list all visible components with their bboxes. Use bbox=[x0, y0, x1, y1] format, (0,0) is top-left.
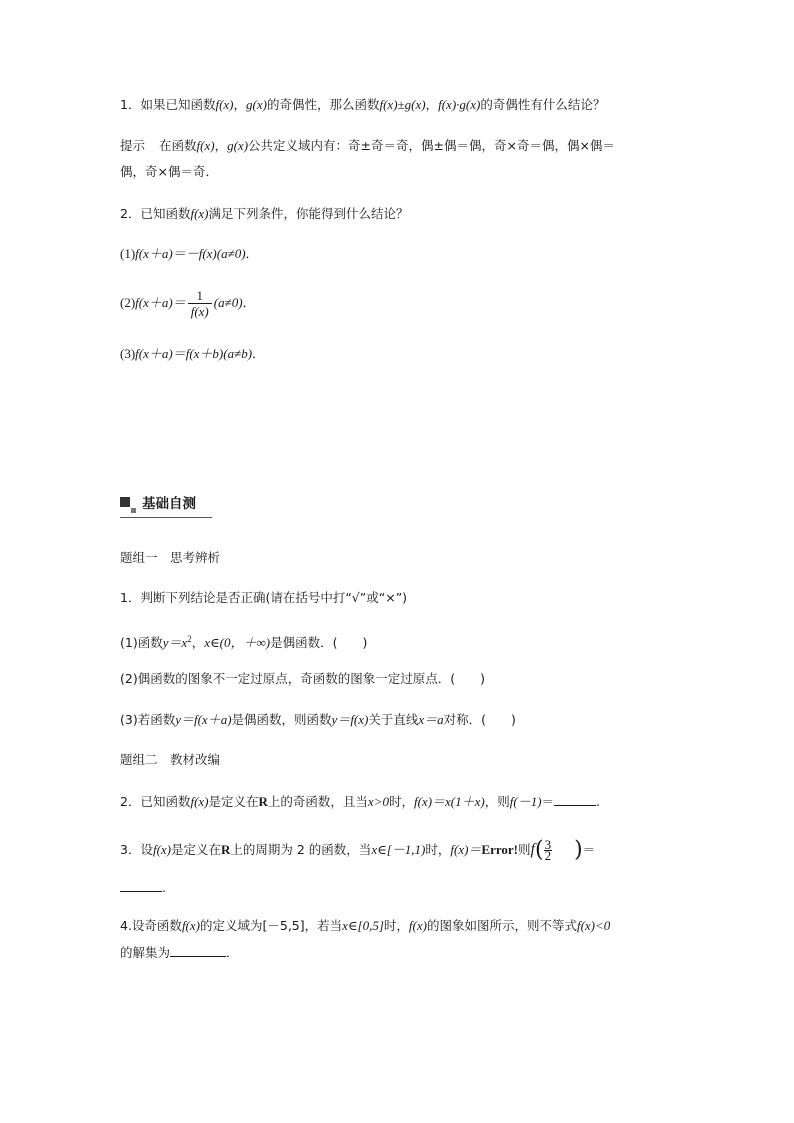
math-sum: f(x)±g(x) bbox=[379, 97, 426, 112]
answer-blank[interactable] bbox=[170, 943, 226, 957]
section-square-icon bbox=[120, 497, 134, 511]
hint-line-2: 偶，奇×偶＝奇． bbox=[120, 164, 218, 179]
section-title: 基础自测 bbox=[142, 496, 196, 512]
judge-item-2: (2)偶函数的图象不一定过原点，奇函数的图象一定过原点．( ) bbox=[120, 671, 485, 686]
problem-4: 4.设奇函数f(x)的定义域为[－5,5]，若当x∈[0,5]时，f(x)的图象如图所示，则不等式f(x)<0 bbox=[120, 918, 611, 933]
problem-2: 2．已知函数f(x)是定义在R上的奇函数，且当x>0时，f(x)＝x(1＋x)，则f(－1)＝ . bbox=[120, 794, 601, 809]
math-gx: g(x) bbox=[246, 97, 267, 112]
condition-2: (2)f(x＋a)＝ $\frac{1}{f(x)}$ (a≠0)． bbox=[120, 288, 256, 319]
error-text: Error! bbox=[481, 842, 518, 857]
answer-blank[interactable] bbox=[120, 878, 162, 892]
question-number: 2． bbox=[120, 206, 141, 221]
condition-1: (1)f(x＋a)＝－f(x)(a≠0)． bbox=[120, 246, 259, 261]
answer-blank[interactable] bbox=[554, 792, 596, 806]
judge-intro: 1．判断下列结论是否正确(请在括号中打“√”或“×”) bbox=[120, 590, 408, 605]
section-header bbox=[120, 494, 212, 518]
math-fx: f(x) bbox=[215, 97, 234, 112]
hint-label: 提示 bbox=[120, 138, 146, 153]
left-paren: ( bbox=[534, 837, 544, 863]
problem-3-answer: . bbox=[120, 878, 166, 897]
problem-4-answer: 的解集为 ． bbox=[120, 945, 239, 960]
judge-item-3: (3)若函数y＝f(x＋a)是偶函数，则函数y＝f(x)关于直线x＝a对称．( ) bbox=[120, 712, 516, 727]
group-2-title: 题组二 教材改编 bbox=[120, 752, 221, 767]
math-product: f(x)·g(x) bbox=[438, 97, 481, 112]
fraction: $\frac{3}{2}$ bbox=[544, 837, 552, 863]
question-1: 1．如果已知函数f(x)，g(x)的奇偶性，那么函数f(x)±g(x)，f(x)·g(x)的奇偶性有什么结论？ bbox=[120, 97, 606, 112]
fraction: $\frac{1}{f(x)}$ bbox=[188, 288, 212, 319]
right-paren: ) bbox=[574, 837, 583, 863]
group-1-title: 题组一 思考辨析 bbox=[120, 550, 221, 565]
question-number: 1． bbox=[120, 97, 141, 112]
condition-3: (3)f(x＋a)＝f(x＋b)(a≠b)． bbox=[120, 346, 265, 361]
question-2: 2．已知函数f(x)满足下列条件，你能得到什么结论？ bbox=[120, 206, 409, 221]
judge-item-1: (1)函数$y=x^2$，x∈(0，＋∞)是偶函数．( ) bbox=[120, 634, 368, 651]
problem-3: 3．设f(x)是定义在R上的周期为 2 的函数，当x∈[－1,1)时，f(x)＝Error!则f( $\frac{3}{2}$ )＝ bbox=[120, 837, 596, 863]
hint-line-1: 提示 在函数f(x)，g(x)公共定义域内有：奇±奇＝奇，偶±偶＝偶，奇×奇＝偶，偶×偶＝ bbox=[120, 138, 615, 153]
